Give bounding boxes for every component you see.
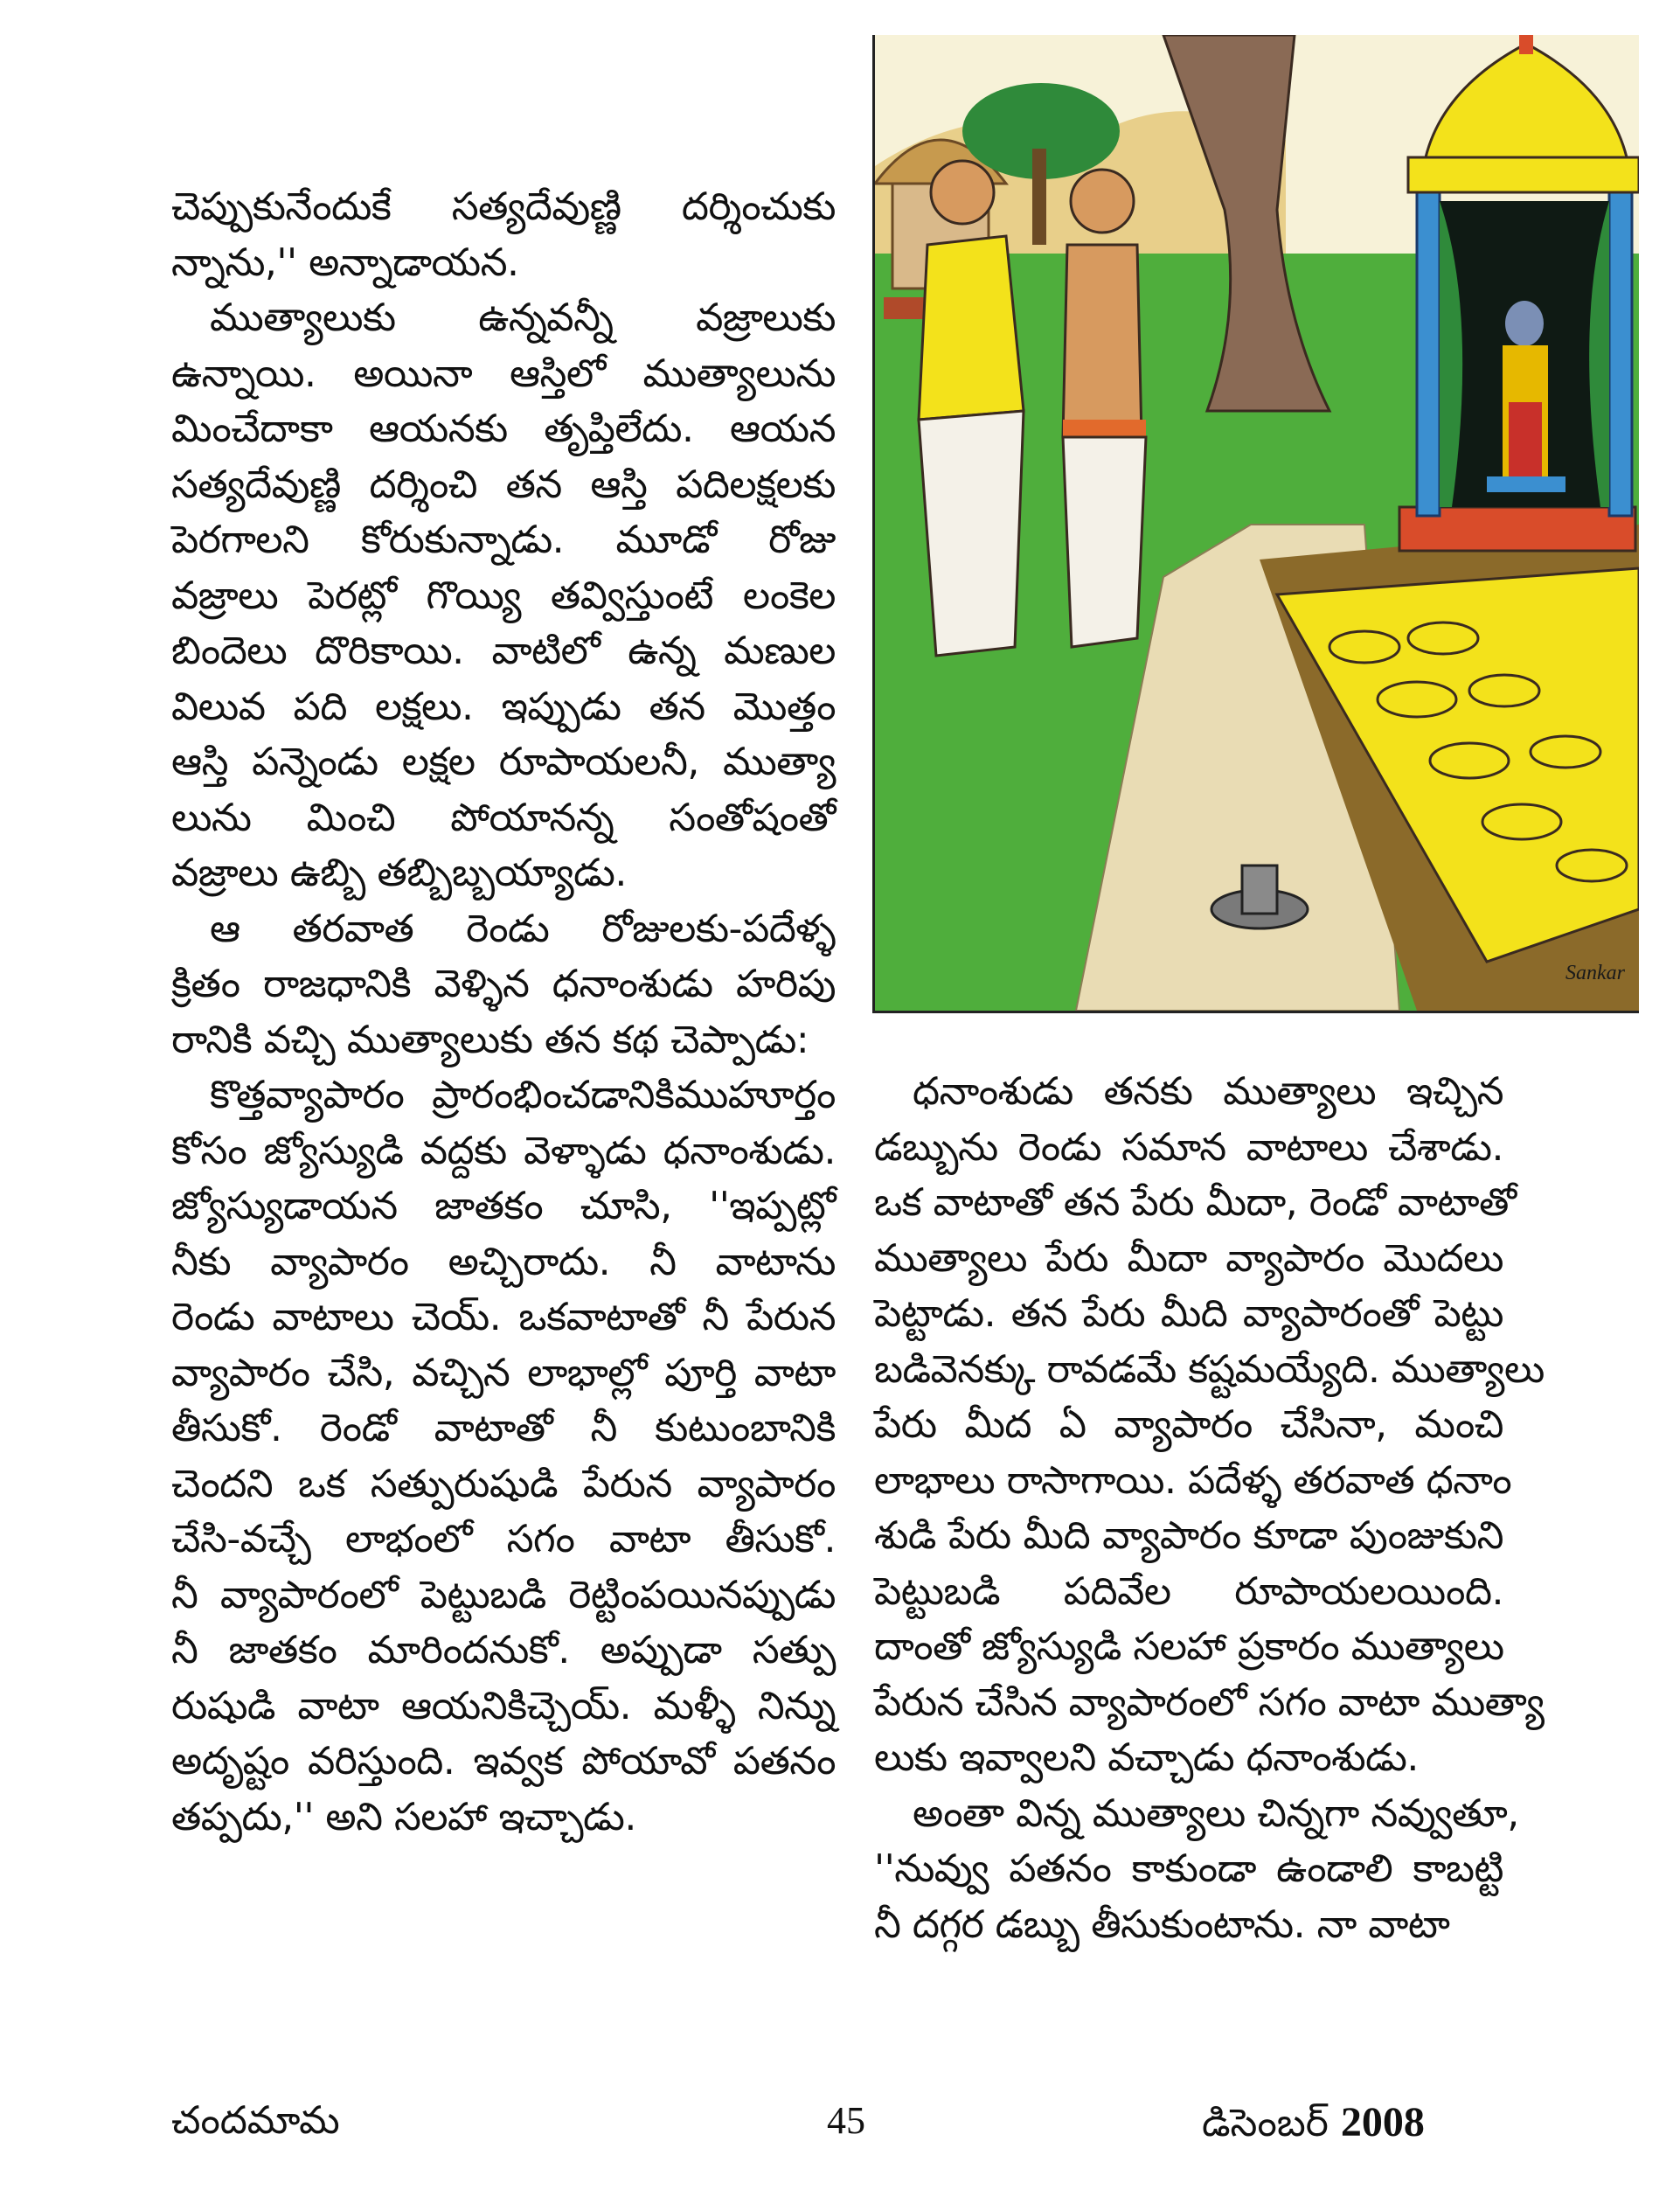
text-line: న్నాను,'' అన్నాడాయన.: [171, 240, 519, 285]
story-illustration: [872, 35, 1639, 1013]
right-text-column: [874, 1064, 1545, 1952]
text-line: చెప్పుకునేందుకే సత్యదేవుణ్ణి దర్శించుకు: [171, 184, 836, 229]
text-line: లుకు ఇవ్వాలని వచ్చాడు ధనాంశుడు.: [874, 1735, 1419, 1780]
artist-signature: Sankar: [1565, 962, 1625, 984]
text-line: వ్యాపారం చేసి, వచ్చిన లాభాల్లో పూర్తి వాటా: [171, 1350, 836, 1395]
text-line: నీ జాతకం మారిందనుకో. అప్పుడా సత్పు: [171, 1628, 836, 1672]
text-line: నీ దగ్గర డబ్బు తీసుకుంటాను. నా వాటా: [874, 1902, 1450, 1947]
text-line: జ్యోస్యుడాయన జాతకం చూసి, ''ఇప్పట్లో: [171, 1184, 836, 1228]
text-line: అదృష్టం వరిస్తుంది. ఇవ్వక పోయావో పతనం: [171, 1739, 836, 1783]
text-line: రుషుడి వాటా ఆయనికిచ్చెయ్. మళ్ళీ నిన్ను: [171, 1683, 836, 1728]
text-line: వజ్రాలు ఉబ్బి తబ్బిబ్బయ్యాడు.: [171, 851, 627, 895]
text-line: క్రితం రాజధానికి వెళ్ళిన ధనాంశుడు హరిపు: [171, 962, 836, 1006]
magazine-name: చందమామ: [171, 2098, 340, 2143]
text-line: విలువ పది లక్షలు. ఇప్పుడు తన మొత్తం: [171, 684, 836, 729]
text-line: బిందెలు దొరికాయి. వాటిలో ఉన్న మణుల: [171, 629, 836, 673]
text-line: ఒక వాటాతో తన పేరు మీదా, రెండో వాటాతో: [874, 1180, 1517, 1225]
text-line: దాంతో జ్యోస్యుడి సలహా ప్రకారం ముత్యాలు: [874, 1624, 1504, 1669]
text-line: వజ్రాలు పెరట్లో గొయ్యి తవ్విస్తుంటే లంకెల: [171, 573, 836, 618]
text-line: సత్యదేవుణ్ణి దర్శించి తన ఆస్తి పదిలక్షలకు: [171, 462, 836, 507]
text-line: తప్పదు,'' అని సలహా ఇచ్చాడు.: [171, 1794, 636, 1839]
text-line: పేరున చేసిన వ్యాపారంలో సగం వాటా ముత్యా: [874, 1679, 1545, 1725]
text-line: లును మించి పోయానన్న సంతోషంతో: [171, 795, 836, 840]
page-number: 45: [827, 2099, 865, 2142]
text-line: ఆస్తి పన్నెండు లక్షల రూపాయలనీ, ముత్యా: [171, 740, 836, 784]
text-line: చెందని ఒక సత్పురుషుడి పేరున వ్యాపారం: [171, 1461, 836, 1506]
text-line: నీకు వ్యాపారం అచ్చిరాదు. నీ వాటాను: [171, 1239, 836, 1284]
text-line: కోసం జ్యోస్యుడి వద్దకు వెళ్ళాడు ధనాంశుడు.: [171, 1128, 836, 1173]
text-line: చేసి-వచ్చే లాభంలో సగం వాటా తీసుకో.: [171, 1517, 836, 1561]
left-text-column: [171, 179, 836, 1845]
text-line: తీసుకో. రెండో వాటాతో నీ కుటుంబానికి: [171, 1406, 836, 1450]
text-line: లాభాలు రాసాగాయి. పదేళ్ళ తరవాత ధనాం: [874, 1457, 1512, 1503]
text-line: ముత్యాలు పేరు మీదా వ్యాపారం మొదలు: [874, 1235, 1503, 1281]
text-line: మించేదాకా ఆయనకు తృప్తిలేదు. ఆయన: [171, 407, 836, 451]
text-line: ఆ తరవాత రెండు రోజులకు-పదేళ్ళ: [210, 906, 836, 951]
text-line: శుడి పేరు మీది వ్యాపారం కూడా పుంజుకుని: [874, 1513, 1503, 1558]
text-line: ''నువ్వు పతనం కాకుండా ఉండాలి కాబట్టి: [874, 1846, 1503, 1891]
text-line: డబ్బును రెండు సమాన వాటాలు చేశాడు.: [874, 1124, 1503, 1170]
text-line: పెట్టాడు. తన పేరు మీది వ్యాపారంతో పెట్టు: [874, 1291, 1503, 1336]
text-line: కొత్తవ్యాపారం ప్రారంభించడానికిముహూర్తం: [210, 1073, 836, 1117]
text-line: బడివెనక్కు రావడమే కష్టమయ్యేది. ముత్యాలు: [874, 1346, 1545, 1392]
text-line: ధనాంశుడు తనకు ముత్యాలు ఇచ్చిన: [913, 1069, 1503, 1114]
text-line: పెట్టుబడి పదివేల రూపాయలయింది.: [874, 1568, 1503, 1614]
text-line: ముత్యాలుకు ఉన్నవన్నీ వజ్రాలుకు: [210, 295, 836, 340]
issue-month: డిసెంబర్: [1202, 2101, 1329, 2145]
text-line: పెరగాలని కోరుకున్నాడు. మూడో రోజు: [171, 518, 836, 562]
text-line: పేరు మీద ఏ వ్యాపారం చేసినా, మంచి: [874, 1402, 1503, 1447]
text-line: రానికి వచ్చి ముత్యాలుకు తన కథ చెప్పాడు:: [171, 1017, 809, 1062]
issue-date: [1202, 2098, 1425, 2155]
text-line: రెండు వాటాలు చెయ్. ఒకవాటాతో నీ పేరున: [171, 1295, 836, 1339]
text-line: ఉన్నాయి. అయినా ఆస్తిలో ముత్యాలును: [171, 351, 836, 396]
text-line: అంతా విన్న ముత్యాలు చిన్నగా నవ్వుతూ,: [913, 1790, 1519, 1836]
text-line: నీ వ్యాపారంలో పెట్టుబడి రెట్టింపయినప్పుడు: [171, 1572, 836, 1617]
issue-year: 2008: [1340, 2099, 1425, 2145]
